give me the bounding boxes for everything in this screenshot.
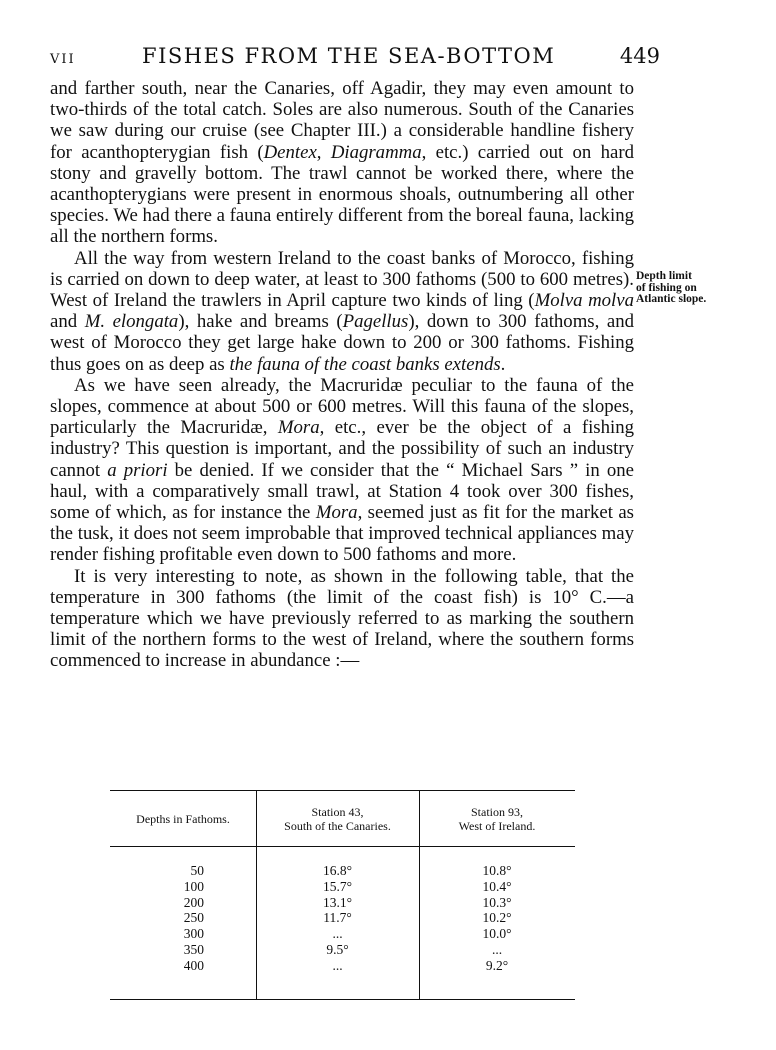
station-43-cell: 9.5° — [326, 941, 349, 957]
chapter-number: VII — [50, 52, 76, 67]
paragraph-4: It is very interesting to note, as shown in the following table, that the temperature in 300 fathoms (the limit of the coast fish) is 10° C.—a temperature which we have previously referred to as marking the southern limit of the northern forms to the west of Ireland, where the southern forms commenced to increase in abundance :— — [50, 565, 634, 672]
station-93-cell: 9.2° — [485, 957, 509, 973]
station-43-cell: 15.7° — [322, 878, 353, 894]
station-43-cell: 11.7° — [323, 910, 352, 926]
depth-cell: 400 — [183, 957, 204, 973]
station-93-cell: ... — [491, 941, 503, 957]
station-43-cell: 16.8° — [322, 863, 353, 878]
station-93-cell: 10.0° — [482, 926, 512, 942]
depth-cell: 50 — [190, 863, 204, 878]
depth-cell: 200 — [183, 894, 204, 910]
depth-column — [110, 791, 257, 999]
depth-cell: 250 — [183, 910, 204, 926]
depth-cell: 300 — [183, 926, 204, 942]
station-93-cell: 10.2° — [482, 910, 512, 926]
depth-cell: 350 — [183, 941, 204, 957]
page-number: 449 — [619, 44, 660, 68]
station-43-cell: ... — [332, 926, 343, 942]
station-93-column — [419, 791, 575, 999]
paragraph-1: and farther south, near the Canaries, off Agadir, they may even amount to two-thirds of the total catch. Soles are also numerous. South of the Canaries we saw during our cruise (see Chapter III.) a considerable handline fishery for acanthopterygian fish (Dentex, Diagramma, etc.) carried out on hard stony and gravelly bottom. The trawl cannot be worked there, where the acanthopterygians were present in enormous shoals, outnumbering all other species. We had there a fauna entirely different from the boreal fauna, lacking all the northern forms. — [50, 78, 634, 248]
margin-note: Depth limit of fishing on Atlantic slope. — [636, 270, 707, 305]
station-93-cell: 10.4° — [482, 878, 512, 894]
temperature-table — [110, 790, 575, 1000]
paragraph-2: All the way from western Ireland to the coast banks of Morocco, fishing is carried on down to deep water, at least to 300 fathoms (500 to 600 metres). West of Ireland the trawlers in April capture two kinds of ling (Molva molva and M. elongata), hake and breams (Pagellus), down to 300 fathoms, and west of Morocco they get large hake down to 200 or 300 fathoms. Fishing thus goes on as deep as the fauna of the coast banks extends. — [50, 247, 635, 375]
station-93-cell: 10.3° — [482, 894, 512, 910]
station-93-header: Station 93, West of Ireland. — [419, 791, 575, 847]
depth-header: Depths in Fathoms. — [110, 791, 256, 847]
running-header — [50, 44, 660, 74]
station-43-header: Station 43, South of the Canaries. — [256, 791, 419, 847]
body-text — [50, 78, 634, 672]
station-43-column — [256, 791, 420, 999]
station-43-cell: 13.1° — [322, 894, 353, 910]
station-43-cell: ... — [332, 957, 343, 973]
depth-cell: 100 — [183, 878, 204, 894]
page-title: FISHES FROM THE SEA-BOTTOM — [142, 44, 556, 68]
paragraph-3: As we have seen already, the Macruridæ peculiar to the fauna of the slopes, commence at about 500 or 600 metres. Will this fauna of the slopes, particularly the Macruridæ, Mora, etc., ever be the object of a fishing industry? This question is important, and the possibility of such an industry cannot a priori be denied. If we consider that the “ Michael Sars ” in one haul, with a comparatively small trawl, at Station 4 took over 300 fishes, some of which, as for instance the Mora, seemed just as fit for the market as the tusk, it does not seem improbable that improved technical appliances may render fishing profitable even down to 500 fathoms and more. — [50, 374, 634, 566]
station-93-cell: 10.8° — [482, 863, 512, 878]
